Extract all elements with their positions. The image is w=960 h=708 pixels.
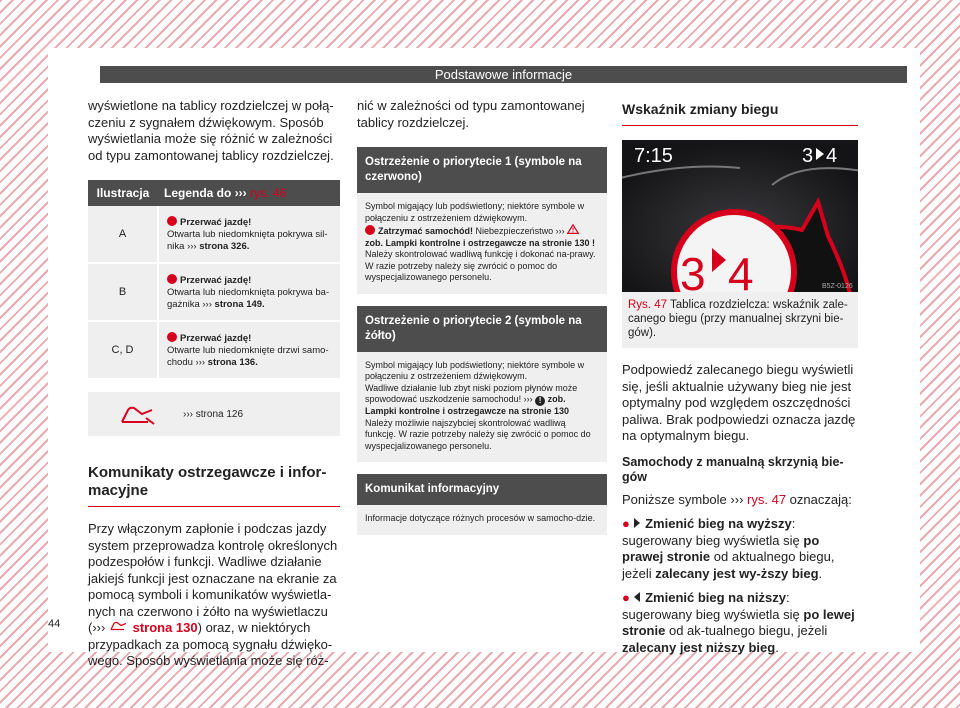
bullet-bold: zalecany jest niższy bieg [622, 639, 776, 655]
column-right [622, 98, 858, 656]
bullet-text: od ak-tualnego biegu, jeżeli [668, 623, 828, 638]
bullet-bold: po prawej stronie [622, 532, 820, 564]
gear-down-arrow-icon [633, 592, 641, 602]
priority-1-box [357, 147, 607, 294]
box-body [357, 193, 607, 294]
row-arrow: ››› [202, 298, 212, 310]
section-title: Komunikaty ostrzegawcze i infor-macyjne [88, 464, 340, 507]
legend-head-arrow: ››› [234, 186, 247, 200]
row-text: Otwarta lub niedomknięta pokrywa ba-gażnika [167, 286, 330, 310]
legend-head-ilustracja: Ilustracja [88, 180, 158, 206]
continued-paragraph: nić w zależności od typu zamontowanej tablicy rozdzielczej. [357, 98, 585, 130]
gear-up-arrow-icon [633, 518, 641, 528]
big-gear-to: 4 [728, 248, 754, 292]
warning-red-circle-icon [167, 274, 177, 284]
box-body [357, 505, 607, 535]
bullet-bold: po lewej stronie [622, 606, 855, 638]
row-label: A [88, 206, 158, 263]
row-desc [158, 206, 340, 263]
symbols-ref[interactable]: rys. 47 [747, 491, 787, 507]
box-title: Ostrzeżenie o priorytecie 1 (symbole na czerwono) [357, 147, 607, 193]
priority-2-box [357, 306, 607, 463]
bullet-bold: Zmienić bieg na wyższy [645, 516, 792, 531]
box-title: Ostrzeżenie o priorytecie 2 (symbole na żółto) [357, 306, 607, 352]
bullet-bold: Zmienić bieg na niższy [645, 590, 786, 605]
box-ref[interactable]: zob. Lampki kontrolne i ostrzegawcze na stronie 130 ! [365, 237, 596, 248]
figure-code: B5Z-0126 [822, 283, 853, 290]
row-desc [158, 263, 340, 321]
bullet-text: . [818, 565, 823, 581]
box-arrow: ››› [523, 394, 533, 404]
info-circle-icon: ! [535, 396, 545, 406]
symbols-intro-text: Poniższe symbole [622, 491, 727, 507]
box-stop-text: Niebezpieczeństwo [475, 226, 554, 236]
bullet-text: od aktualnego biegu, jeżeli [622, 549, 835, 581]
paragraph-end: ) oraz, w niektórych przypadkach za pomocą sygnału dźwięko-wego. Sposób wyświetlania może się róż- [88, 620, 333, 668]
row-ref[interactable]: strona 326. [199, 240, 250, 252]
symbols-intro [622, 492, 858, 509]
figure-section-title: Wskaźnik zmiany biegu [622, 98, 858, 126]
box-line: Należy możliwie najszybciej skontrolować wadliwą funkcję. W razie potrzeby należy się zwrócić o pomoc do wyspecjalizowanego personelu. [365, 417, 591, 451]
small-gear-to: 4 [826, 145, 838, 167]
row-arrow: ››› [195, 356, 206, 368]
box-line: Symbol migający lub podświetlony; niektóre symbole w połączeniu z ostrzeżeniem dźwiękowym. [365, 359, 585, 381]
legend-head-legenda [158, 180, 340, 206]
intro-paragraph: wyświetlone na tablicy rozdzielczej w połą-czeniu z sygnałem dźwiękowym. Sposób wyświetlania może się różnić w zależności od typu zamontowanej tablicy rozdzielczej. [88, 98, 334, 163]
bullet-text: : sugerowany bieg wyświetla się [622, 590, 800, 622]
box-title: Komunikat informacyjny [357, 474, 607, 505]
box-ref[interactable]: zob. Lampki kontrolne i ostrzegawcze na stronie 130 [365, 394, 570, 416]
reference-arrow: ››› [183, 409, 193, 420]
warning-triangle-icon [567, 224, 579, 234]
caption-text: Tablica rozdzielcza: wskaźnik zale-canego biegu (przy manualnej skrzyni bie-gów). [628, 299, 848, 339]
small-gear-from: 3 [802, 145, 814, 167]
warning-red-circle-icon [167, 216, 177, 226]
paragraph-arrow: ››› [92, 620, 106, 635]
table-row [88, 321, 340, 379]
paragraph-start: Przy włączonym zapłonie i podczas jazdy system przeprowadza kontrolę określonych podzespołów i funkcji. Wadliwe działanie jakiejś funkcji jest oznaczane na ekranie za pomocą symboli i komunikatów wyświetla-nych na czerwono i żółto na wyświetlaczu ( [88, 521, 338, 635]
legend-head-ref[interactable]: rys. 46 [250, 186, 287, 200]
bullet-text: : sugerowany bieg wyświetla się [622, 516, 800, 548]
table-row [88, 263, 340, 321]
bullet-dot: ● [622, 516, 630, 531]
row-label: B [88, 263, 158, 321]
bullet-bold: zalecany jest wy-ższy bieg [655, 565, 819, 581]
warning-red-circle-icon [365, 225, 375, 235]
gear-indicator-figure [622, 140, 858, 292]
row-title: Przerwać jazdę! [180, 274, 252, 286]
clock-readout: 7:15 [634, 145, 673, 167]
bullet-dot: ● [622, 590, 630, 605]
row-text: Otwarta lub niedomknięta pokrywa sil-nika [167, 228, 328, 252]
row-arrow: ››› [187, 240, 197, 252]
legend-header-row [88, 180, 340, 206]
box-stop-bold: Zatrzymać samochód! [378, 226, 474, 236]
legend-head-text: Legenda do [164, 186, 232, 200]
figure-caption [622, 292, 858, 348]
symbols-end: oznaczają: [789, 491, 852, 507]
info-message-box [357, 474, 607, 535]
row-label: C, D [88, 321, 158, 379]
box-body [357, 352, 607, 463]
box-stop-arrow: ››› [555, 226, 565, 236]
column-middle [357, 98, 607, 535]
column-left [88, 98, 340, 670]
engine-hood-icon [109, 620, 129, 632]
row-desc [158, 321, 340, 379]
box-line: Informacje dotyczące różnych procesów w samocho-dzie. [365, 513, 596, 523]
reference-text [183, 409, 243, 420]
page-header: Podstawowe informacje [100, 66, 907, 83]
bullet-text: . [775, 639, 779, 655]
page [48, 48, 920, 668]
bullet-item [622, 590, 858, 656]
row-ref[interactable]: strona 149. [214, 298, 265, 310]
instrument-display-illustration [622, 140, 858, 292]
bullet-item [622, 516, 858, 582]
row-title: Przerwać jazdę! [180, 332, 252, 344]
warning-red-circle-icon [167, 332, 177, 342]
box-line: Symbol migający lub podświetlony; niektóre symbole w połączeniu z ostrzeżeniem dźwiękowym. [365, 201, 585, 223]
table-row [88, 206, 340, 263]
warnings-paragraph [88, 521, 340, 670]
box-line: Należy skontrolować wadliwą funkcję i dokonać na-prawy. W razie potrzeby należy się zwrócić o pomoc do wyspecjalizowanego personelu. [365, 249, 596, 282]
page-number: 44 [48, 618, 61, 630]
row-title: Przerwać jazdę! [180, 216, 252, 228]
big-gear-from: 3 [680, 248, 706, 292]
row-ref[interactable]: strona 136. [207, 356, 258, 368]
row-text: Otwarte lub niedomknięte drzwi samo-chodu [167, 344, 329, 368]
subheading: Samochody z manualną skrzynią bie-gów [622, 454, 844, 484]
paragraph-ref[interactable]: strona 130 [132, 620, 198, 635]
box-line: Wadliwe działanie lub zbyt niski poziom płynów może spowodować uszkodzenie samochodu! [365, 382, 578, 404]
reference-link[interactable]: strona 126 [195, 409, 244, 420]
caption-ref: Rys. 47 [628, 299, 667, 311]
reference-box [88, 392, 340, 436]
engine-hood-icon [118, 404, 158, 426]
legend-table [88, 180, 340, 380]
paragraph: Podpowiedź zalecanego biegu wyświetli się, jeśli aktualnie używany bieg nie jest optymalny pod względem oszczędności paliwa. Brak podpowiedzi oznacza jazdę na optymalnym biegu. [622, 362, 856, 443]
symbols-arrow: ››› [730, 491, 744, 507]
